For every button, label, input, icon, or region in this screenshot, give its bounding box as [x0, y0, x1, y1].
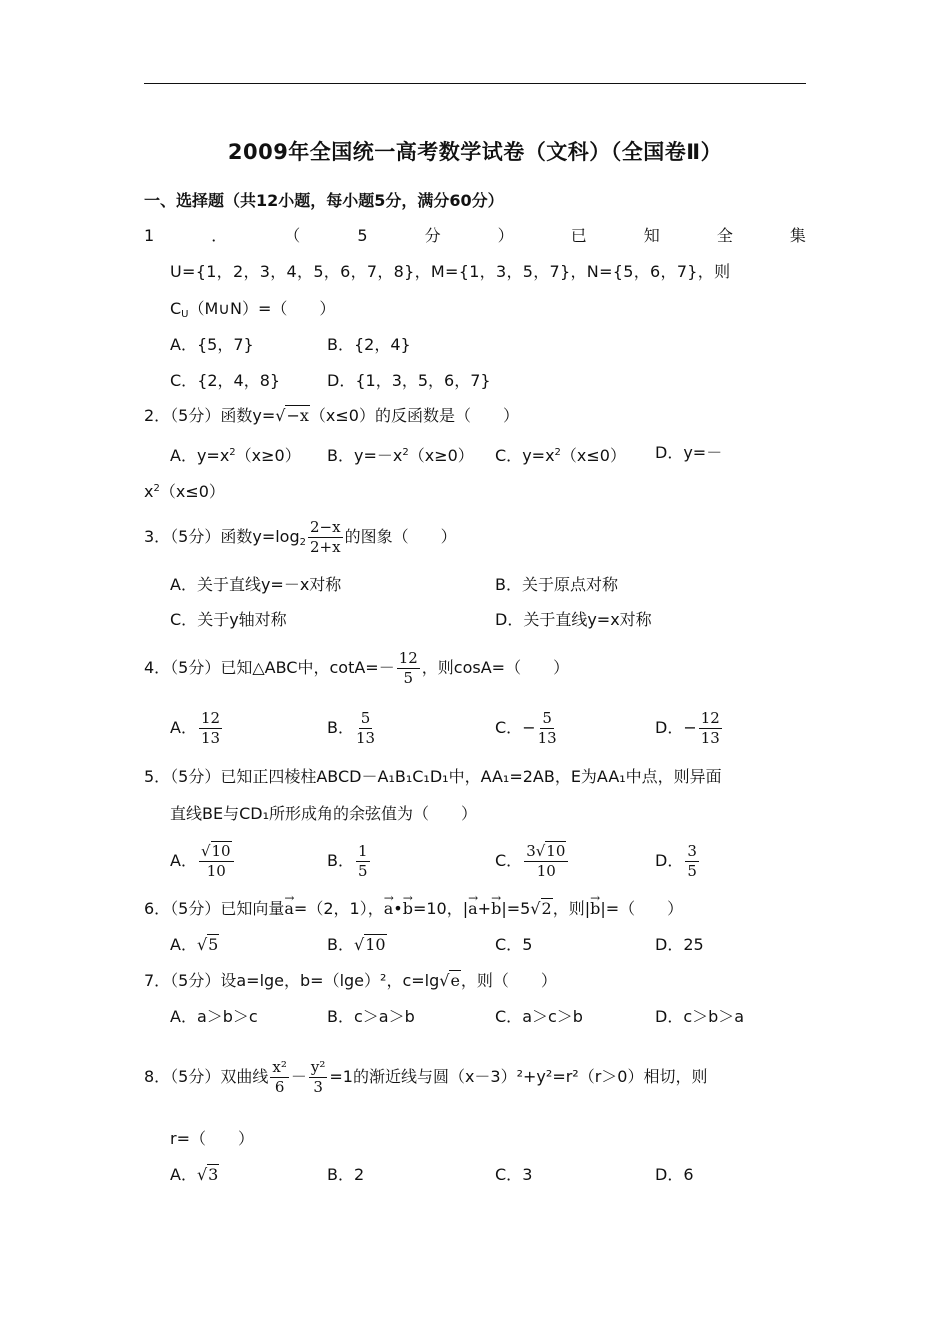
question-4-stem: 4．（5分）已知△ABC中，cotA=－ $\frac{12}{5}$ ，则cosA=（ ） — [144, 649, 570, 687]
q2-option-d-wrap[interactable]: $x^2(x\le 0)$ — [144, 482, 225, 501]
q4-option-c[interactable]: C．− $\frac{5}{13}$ — [495, 709, 557, 747]
question-1-line-2: U={1，2，3，4，5，6，7，8}，M={1，3，5，7}，N={5，6，7}，则 — [170, 262, 731, 281]
q4-option-a[interactable]: A． $\frac{12}{13}$ — [170, 709, 221, 747]
q5-option-c[interactable]: C． $\frac{3√10}{10}$ — [495, 841, 570, 881]
question-2-stem: 2．（5分）函数y=√−x（x≤0）的反函数是（ ） — [144, 406, 519, 425]
q4-option-b[interactable]: B． $\frac{5}{13}$ — [327, 709, 376, 747]
q2-option-d[interactable]: D．y=－ — [655, 443, 723, 462]
vector-a: → a — [284, 898, 294, 920]
q1-option-a[interactable]: A．{5，7} — [170, 335, 254, 354]
document-title: 2009年全国统一高考数学试卷（文科）（全国卷Ⅱ） — [227, 140, 723, 164]
q8-option-a[interactable]: A．√3 — [170, 1165, 219, 1184]
question-5-line-1: 5．（5分）已知正四棱柱ABCD－A₁B₁C₁D₁中，AA₁=2AB，E为AA₁中点，则异面 — [144, 767, 722, 786]
q3-option-d[interactable]: D．关于直线y=x对称 — [495, 610, 652, 629]
section-heading: 一、选择题（共12小题，每小题5分，满分60分） — [144, 191, 504, 210]
q1-option-c[interactable]: C．{2，4，8} — [170, 371, 281, 390]
q5-option-d[interactable]: D． $\frac{3}{5}$ — [655, 842, 697, 880]
fraction: $\frac{2-x}{2+x}$ — [310, 518, 341, 556]
question-1-line-3: $C_U(M\cup N)=$（ ） — [170, 299, 336, 320]
q3-option-c[interactable]: C．关于y轴对称 — [170, 610, 287, 629]
question-7-stem: 7．（5分）设a=lge，b=（lge）²，c=lg√e，则（ ） — [144, 971, 557, 990]
q2-option-a[interactable]: A．$y=x^2(x\ge 0)$ — [170, 446, 301, 465]
q8-option-d[interactable]: D．6 — [655, 1165, 694, 1184]
fraction: $\frac{12}{5}$ — [398, 649, 418, 687]
q6-option-d[interactable]: D．25 — [655, 935, 704, 954]
q7-option-d[interactable]: D．c＞b＞a — [655, 1007, 745, 1026]
sqrt-expression: √−x — [275, 406, 309, 425]
q6-option-a[interactable]: A．√5 — [170, 935, 219, 954]
q6-option-b[interactable]: B．√10 — [327, 935, 386, 954]
q4-option-d[interactable]: D．− $\frac{12}{13}$ — [655, 709, 720, 747]
q6-option-c[interactable]: C．5 — [495, 935, 533, 954]
q3-option-a[interactable]: A．关于直线y=－x对称 — [170, 575, 342, 594]
question-5-line-2: 直线BE与CD₁所形成角的余弦值为（ ） — [170, 804, 477, 823]
q7-option-a[interactable]: A．a＞b＞c — [170, 1007, 258, 1026]
q8-option-c[interactable]: C．3 — [495, 1165, 533, 1184]
q3-option-b[interactable]: B．关于原点对称 — [495, 575, 618, 594]
question-8-stem: 8．（5分）双曲线 $\frac{\text{x²}}{6}$ － $\frac{\text{y²}}{3}$ =1的渐近线与圆（x－3）²+y²=r²（r＞0）相切，则 — [144, 1058, 708, 1096]
q8-option-b[interactable]: B．2 — [327, 1165, 365, 1184]
q7-option-c[interactable]: C．a＞c＞b — [495, 1007, 583, 1026]
header-rule — [144, 83, 806, 84]
q7-option-b[interactable]: B．c＞a＞b — [327, 1007, 415, 1026]
q2-option-c[interactable]: C．$y=x^2(x\le 0)$ — [495, 446, 626, 465]
q1-option-d[interactable]: D．{1，3，5，6，7} — [327, 371, 491, 390]
q5-option-a[interactable]: A． $\frac{√10}{10}$ — [170, 841, 236, 881]
question-3-stem: 3．（5分）函数$y=\log_2$ $\frac{2-x}{2+x}$ 的图象（ ） — [144, 518, 457, 556]
q1-option-b[interactable]: B．{2，4} — [327, 335, 411, 354]
question-1-line-1: 1 ． （ 5 分 ） 已 知 全 集 — [144, 226, 806, 245]
q5-option-b[interactable]: B． $\frac{1}{5}$ — [327, 842, 368, 880]
question-6-stem: 6．（5分）已知向量→ a=（2，1），→ a•→ b=10，|→ a+→ b|=5√2，则|→ b|=（ ） — [144, 898, 683, 920]
question-8-line-2: r=（ ） — [170, 1129, 254, 1148]
q2-option-b[interactable]: B．$y=-x^2(x\ge 0)$ — [327, 446, 474, 465]
